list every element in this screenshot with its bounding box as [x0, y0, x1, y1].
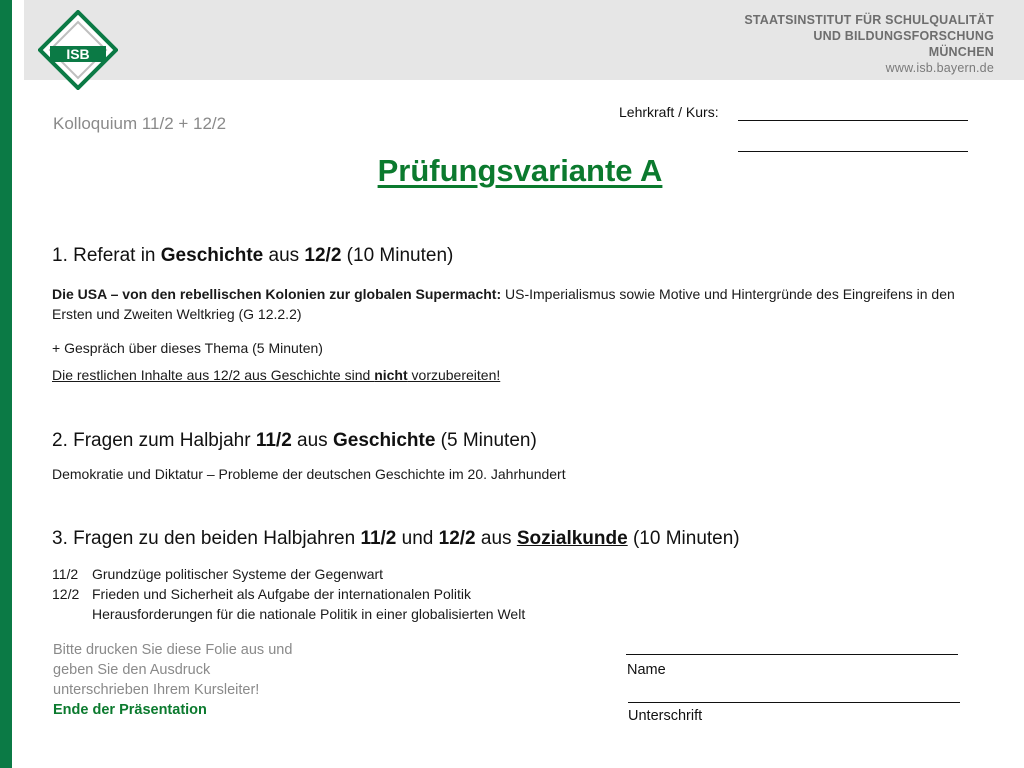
name-line [626, 638, 958, 655]
page-title: Prüfungsvariante A [377, 153, 663, 188]
institute-name [744, 12, 994, 76]
section-2-topic: Demokratie und Diktatur – Probleme der deutschen Geschichte im 20. Jahrhundert [52, 466, 566, 482]
section-1-talk: + Gespräch über dieses Thema (5 Minuten) [52, 340, 323, 356]
teacher-course-line-2 [738, 135, 968, 152]
teacher-course-line-1 [738, 104, 968, 121]
left-accent-bar [0, 0, 12, 768]
end-of-presentation: Ende der Präsentation [53, 702, 207, 718]
institute-line-2: UND BILDUNGSFORSCHUNG [813, 29, 994, 43]
institute-line-1: STAATSINSTITUT FÜR SCHULQUALITÄT [744, 13, 994, 27]
section-3-list [52, 564, 525, 624]
course-label: Kolloquium 11/2 + 12/2 [53, 114, 227, 133]
institute-line-3: MÜNCHEN [928, 45, 994, 59]
section-1-note: Die restlichen Inhalte aus 12/2 aus Geschichte sind nicht vorzubereiten! [52, 367, 501, 383]
list-item: 11/2 Grundzüge politischer Systeme der Gegenwart [52, 566, 384, 582]
section-1-topic: Die USA – von den rebellischen Kolonien zur globalen Supermacht: US-Imperialismus sowie Motive und Hintergründe des Eingreifens in den Ersten und Zweiten Weltkrieg (G 12.2.2) [52, 286, 955, 322]
institute-url: www.isb.bayern.de [885, 61, 994, 75]
print-instruction-note: Bitte drucken Sie diese Folie aus und geben Sie den Ausdruck unterschrieben Ihrem Kursleiter! Ende der Präsentation [53, 640, 333, 720]
section-2-heading: 2. Fragen zum Halbjahr 11/2 aus Geschichte (5 Minuten) [52, 430, 537, 451]
isb-logo [38, 10, 118, 90]
teacher-course-label: Lehrkraft / Kurs: [619, 104, 719, 120]
signature-line [628, 686, 960, 703]
list-item: 12/2 Frieden und Sicherheit als Aufgabe der internationalen Politik [52, 586, 472, 602]
list-item: Herausforderungen für die nationale Politik in einer globalisierten Welt [92, 606, 526, 622]
logo-text: ISB [66, 46, 90, 62]
signature-label: Unterschrift [628, 708, 703, 724]
name-label: Name [627, 662, 666, 678]
section-1-heading: 1. Referat in Geschichte aus 12/2 (10 Minuten) [52, 245, 454, 266]
section-3-heading: 3. Fragen zu den beiden Halbjahren 11/2 und 12/2 aus Sozialkunde (10 Minuten) [52, 528, 740, 549]
